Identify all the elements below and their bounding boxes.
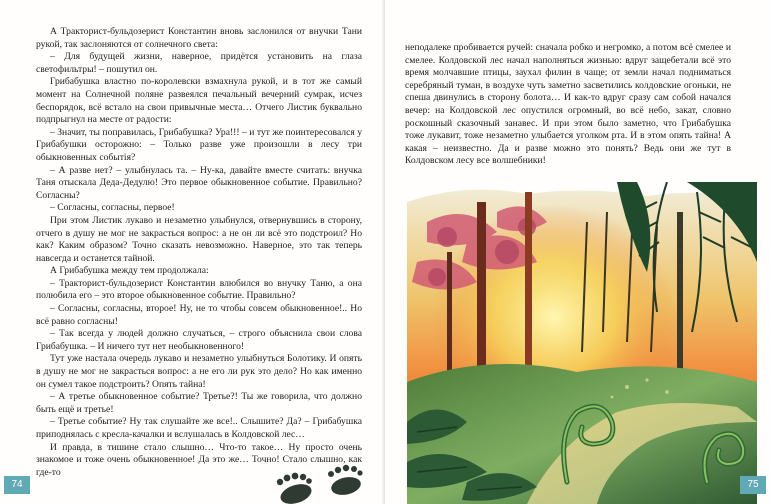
- paragraph: – Для будущей жизни, наверное, придётся установить на глаза светофильтры! – пошутил он.: [36, 51, 362, 75]
- paragraph: – А третье обыкновенное событие? Третье?! Ты же говорила, что должно быть ещё и третье!: [36, 391, 362, 415]
- paragraph: Грибабушка властно по-королевски взмахнула рукой, и в тот же самый момент на Солнечной поляне развеялся печальный вечерний сумрак, исчез беспорядок, всё встало на свои привычные места… Отчего Листик буквально подпрыгнул на месте от радости:: [36, 76, 362, 126]
- paragraph: А Грибабушка между тем продолжала:: [50, 265, 209, 277]
- paragraph: И правда, в тишине стало слышно… Что-то такое… Ну просто очень знакомое и тоже очень обыкновенное! Да это же… Точно! Стало слышно, как где-то: [36, 441, 362, 478]
- paragraph: А Тракторист-бульдозерист Константин вновь заслонился от внучки Тани рукой, так заслоняются от солнечного света:: [36, 26, 362, 50]
- paragraph: – А разве нет? – улыбнулась та. – Ну-ка, давайте вместе считать: внучка Таня отыскала Деда-Дедулю! Это первое обыкновенное событие. Правильно? Согласны?: [36, 164, 362, 201]
- left-page-text: [36, 26, 362, 479]
- right-page: [385, 0, 770, 504]
- footprints-icon: [262, 452, 382, 504]
- paragraph: Тут уже настала очередь лукаво и незаметно улыбнуться Болотику. И опять в душу не мог не закрасться вопрос: а не его ли рук это дело? Но как именно он сумел такое подстроить? Опять тайна!: [36, 353, 362, 390]
- paragraph: – Тракторист-бульдозерист Константин влюбился во внучку Таню, а она полюбила его – это второе обыкновенное событие. Правильно?: [36, 277, 362, 302]
- paragraph: – Согласны, согласны, второе! Ну, не то чтобы совсем обыкновенное!.. Но всё равно согласны!: [36, 303, 362, 327]
- page-number-right: 75: [740, 476, 766, 494]
- right-page-text: [405, 42, 731, 168]
- paragraph: – Значит, ты поправилась, Грибабушка? Ура!!! – и тут же поинтересовался у Грибабушки осторожно: – Только разве уже произошли в лесу три обыкновенных событія?: [36, 126, 362, 163]
- forest-illustration: [407, 182, 757, 504]
- paragraph: – Третье событие? Ну так слушайте же все!.. Слышите? Да? – Грибабушка приподнялась с кресла-качалки и вслушалась в Колдовской лес…: [36, 416, 362, 440]
- paragraph: – Так всегда у людей должно случаться, – строго объяснила свои слова Грибабушка. – И ничего тут нет необыкновенного!: [36, 328, 362, 352]
- paragraph: При этом Листик лукаво и незаметно улыбнулся, отвернувшись в сторону, отчего в душу не мог не закрасться вопрос: а не он ли всё это подстроил? Но как? Каким образом? Точно сказать невозможно. Наверное, это так теперь навсегда и останется тайной.: [36, 214, 362, 264]
- page-number-left: 74: [4, 476, 30, 494]
- paragraph: неподалеке пробивается ручей: сначала робко и негромко, а потом всё смелее и смелее. Колдовской лес начал наполняться жизнью: вдруг защебетали всё это время молчавшие птицы, заухал филин в чаще; от земли начал подниматься серебряный туман, в воздухе чуть заметно засветились колдовские огоньки, не спеша двинулись в сторону болота… И как-то вдруг сразу сам собой начался вечер: на Колдовской лес опустился огромный, во всё небо, закат, словно роскошный сказочный занавес. И при этом было заметно, что Грибабушка тоже лукавит, тоже незаметно улыбается уголком рта. И в этом опять тайна! А какая – неизвестно. Да и разве можно это понять? Ведь они же тут в Колдовском лесу все волшебники!: [405, 42, 731, 167]
- paragraph: – Согласны, согласны, первое!: [50, 202, 175, 214]
